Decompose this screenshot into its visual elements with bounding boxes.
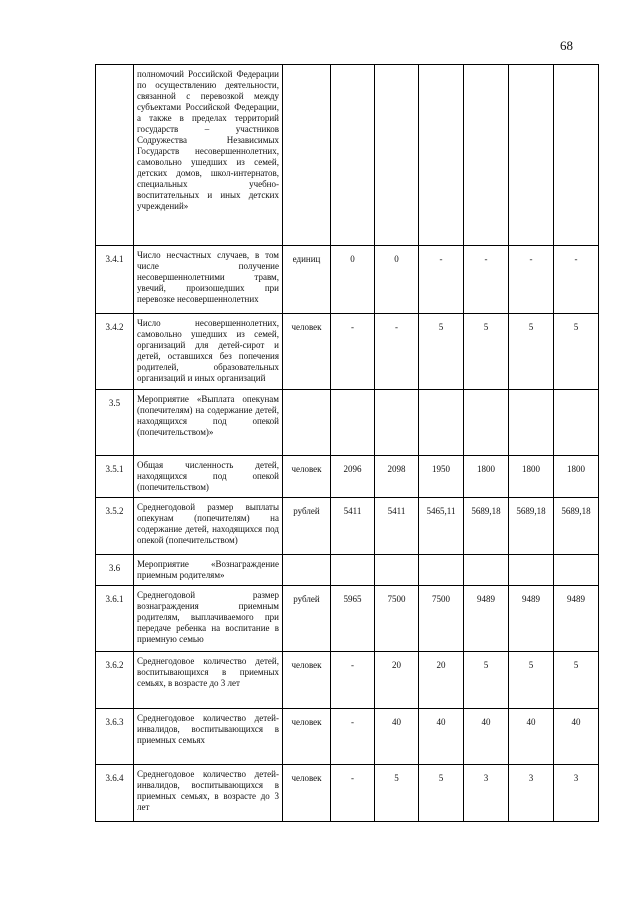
value-cell: 3 — [464, 765, 509, 822]
unit-cell: рублей — [283, 498, 331, 555]
value-cell: 20 — [375, 652, 419, 709]
value-cell: 5411 — [331, 498, 375, 555]
value-cell: - — [331, 765, 375, 822]
value-cell — [509, 65, 554, 246]
unit-cell: человек — [283, 709, 331, 765]
value-cell: 5 — [554, 314, 599, 390]
value-cell: 1800 — [554, 456, 599, 498]
value-cell — [554, 65, 599, 246]
value-cell: 7500 — [419, 586, 464, 652]
value-cell — [419, 65, 464, 246]
value-cell: - — [509, 246, 554, 314]
value-cell: 0 — [375, 246, 419, 314]
value-cell: 5 — [375, 765, 419, 822]
table-row — [96, 765, 599, 822]
indicator-name: Число несчастных случаев, в том числе получение несовершеннолетними травм, увечий, произошедших при перевозке несовершеннолетних — [134, 246, 283, 314]
table-row — [96, 652, 599, 709]
indicator-name: Мероприятие «Вознаграждение приемным родителям» — [134, 555, 283, 586]
value-cell — [331, 65, 375, 246]
value-cell: 40 — [509, 709, 554, 765]
value-cell: - — [375, 314, 419, 390]
value-cell — [331, 555, 375, 586]
value-cell: 9489 — [464, 586, 509, 652]
indicator-name: полномочий Российской Федерации по осуществлению деятельности, связанной с перевозкой между субъектами Российской Федерации, а также в пределах территорий государств – участников Содружества Независимых Государств несовершеннолетних, самовольно ушедших из семей, детских домов, школ-интернатов, специальных учебно-воспитательных и иных детских учреждений» — [134, 65, 283, 246]
table-row — [96, 555, 599, 586]
table-row — [96, 390, 599, 456]
unit-cell: человек — [283, 314, 331, 390]
row-number: 3.6.3 — [96, 709, 134, 765]
indicator-name: Среднегодовой размер выплаты опекунам (попечителям) на содержание детей, находящихся под опекой (попечительством) — [134, 498, 283, 555]
row-number: 3.5.2 — [96, 498, 134, 555]
value-cell: 9489 — [554, 586, 599, 652]
indicator-name: Среднегодовой размер вознаграждения приемным родителям, выплачиваемого при передаче ребенка на воспитание в приемную семью — [134, 586, 283, 652]
value-cell: 40 — [375, 709, 419, 765]
value-cell: - — [331, 314, 375, 390]
row-number: 3.4.2 — [96, 314, 134, 390]
value-cell: 5 — [464, 652, 509, 709]
indicators-table — [95, 64, 599, 822]
value-cell: - — [331, 709, 375, 765]
value-cell: 3 — [554, 765, 599, 822]
value-cell: 5411 — [375, 498, 419, 555]
row-number: 3.6.2 — [96, 652, 134, 709]
value-cell: 5 — [509, 314, 554, 390]
value-cell: 40 — [554, 709, 599, 765]
value-cell: 40 — [464, 709, 509, 765]
value-cell: 9489 — [509, 586, 554, 652]
unit-cell: человек — [283, 652, 331, 709]
value-cell — [419, 555, 464, 586]
value-cell: 5 — [509, 652, 554, 709]
value-cell: 5 — [464, 314, 509, 390]
value-cell — [375, 390, 419, 456]
table-row — [96, 709, 599, 765]
value-cell: 5 — [419, 314, 464, 390]
value-cell — [375, 555, 419, 586]
value-cell — [419, 390, 464, 456]
unit-cell — [283, 65, 331, 246]
row-number: 3.5 — [96, 390, 134, 456]
row-number: 3.5.1 — [96, 456, 134, 498]
value-cell: - — [554, 246, 599, 314]
unit-cell — [283, 390, 331, 456]
unit-cell — [283, 555, 331, 586]
value-cell — [554, 390, 599, 456]
value-cell — [375, 65, 419, 246]
table-row — [96, 586, 599, 652]
indicator-name: Среднегодовое количество детей, воспитывающихся в приемных семьях, в возрасте до 3 лет — [134, 652, 283, 709]
value-cell: 7500 — [375, 586, 419, 652]
indicator-name: Среднегодовое количество детей-инвалидов, воспитывающихся в приемных семьях, в возрасте до 3 лет — [134, 765, 283, 822]
value-cell — [464, 555, 509, 586]
value-cell: 40 — [419, 709, 464, 765]
value-cell — [509, 555, 554, 586]
value-cell: 5965 — [331, 586, 375, 652]
value-cell: 5 — [419, 765, 464, 822]
table-row — [96, 65, 599, 246]
value-cell: 1800 — [509, 456, 554, 498]
value-cell — [509, 390, 554, 456]
indicator-name: Среднегодовое количество детей-инвалидов, воспитывающихся в приемных семьях — [134, 709, 283, 765]
value-cell: 20 — [419, 652, 464, 709]
value-cell — [554, 555, 599, 586]
indicator-name: Число несовершеннолетних, самовольно ушедших из семей, организаций для детей-сирот и детей, оставшихся без попечения родителей, образовательных организаций и иных организаций — [134, 314, 283, 390]
value-cell: 5465,11 — [419, 498, 464, 555]
unit-cell: рублей — [283, 586, 331, 652]
value-cell: - — [464, 246, 509, 314]
value-cell: 5 — [554, 652, 599, 709]
unit-cell: человек — [283, 765, 331, 822]
value-cell — [464, 390, 509, 456]
unit-cell: единиц — [283, 246, 331, 314]
value-cell: 1950 — [419, 456, 464, 498]
row-number — [96, 65, 134, 246]
value-cell: 2098 — [375, 456, 419, 498]
value-cell: 3 — [509, 765, 554, 822]
value-cell: 5689,18 — [554, 498, 599, 555]
value-cell: 0 — [331, 246, 375, 314]
value-cell: 5689,18 — [464, 498, 509, 555]
table-row — [96, 314, 599, 390]
value-cell — [464, 65, 509, 246]
indicator-name: Общая численность детей, находящихся под опекой (попечительством) — [134, 456, 283, 498]
value-cell: 1800 — [464, 456, 509, 498]
value-cell — [331, 390, 375, 456]
row-number: 3.6.4 — [96, 765, 134, 822]
value-cell: - — [331, 652, 375, 709]
unit-cell: человек — [283, 456, 331, 498]
table-row — [96, 456, 599, 498]
row-number: 3.6.1 — [96, 586, 134, 652]
value-cell: 2096 — [331, 456, 375, 498]
value-cell: 5689,18 — [509, 498, 554, 555]
indicator-name: Мероприятие «Выплата опекунам (попечителям) на содержание детей, находящихся под опекой (попечительством)» — [134, 390, 283, 456]
table-row — [96, 246, 599, 314]
page-number: 68 — [560, 38, 573, 53]
row-number: 3.6 — [96, 555, 134, 586]
value-cell: - — [419, 246, 464, 314]
row-number: 3.4.1 — [96, 246, 134, 314]
table-row — [96, 498, 599, 555]
